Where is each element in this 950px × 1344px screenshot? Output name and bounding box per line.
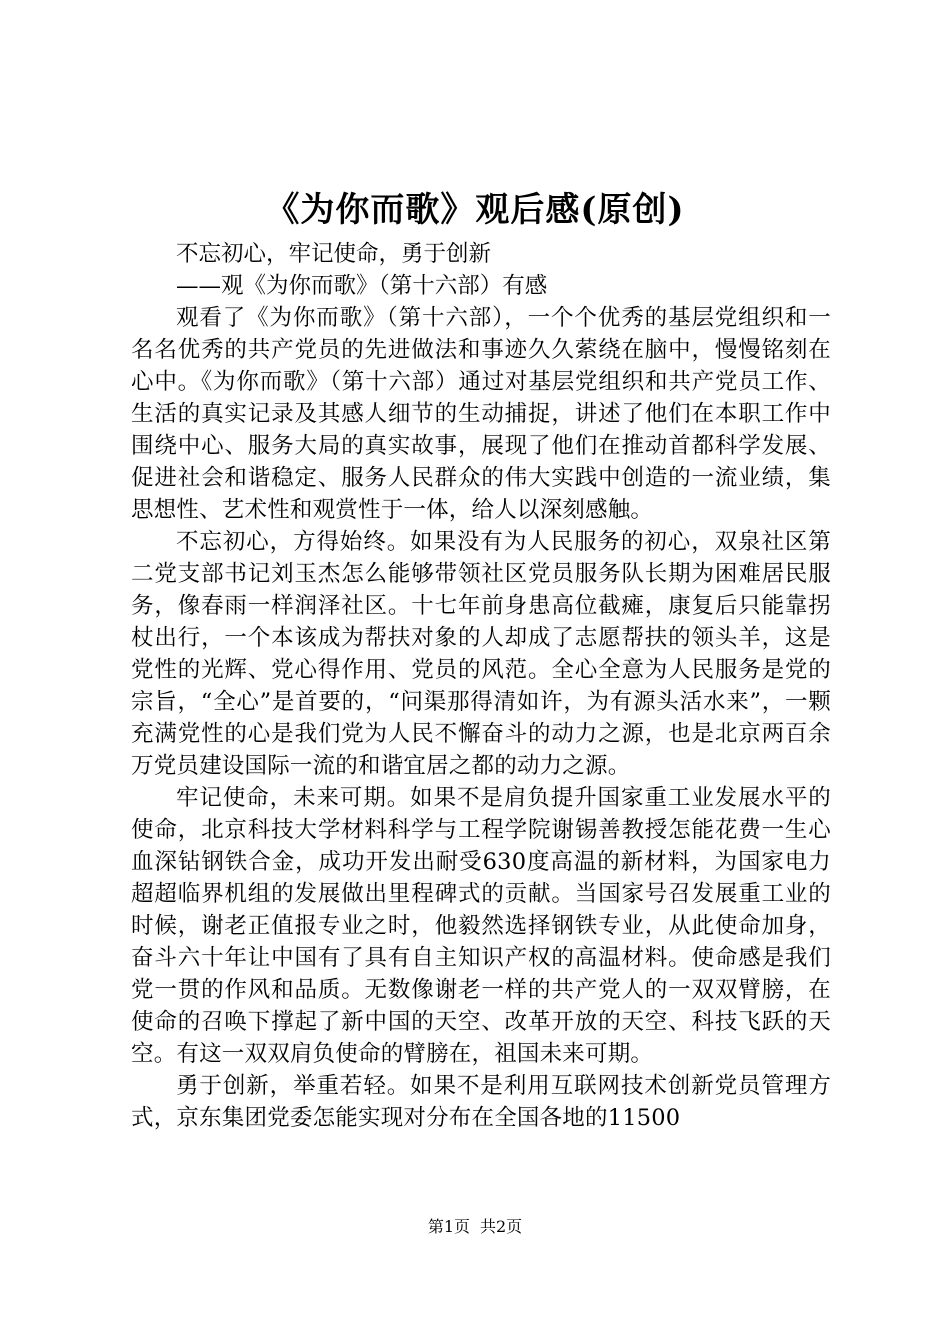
- document-title: 《为你而歌》观后感(原创): [265, 190, 685, 230]
- page-total: 共2页: [480, 1217, 523, 1236]
- paragraph-intro: 观看了《为你而歌》（第十六部），一个个优秀的基层党组织和一名名优秀的共产党员的先进做法和事迹久久萦绕在脑中，慢慢铭刻在心中。《为你而歌》（第十六部）通过对基层党组织和共产党员工作、生活的真实记录及其感人细节的生动捕捉，讲述了他们在本职工作中围绕中心、服务大局的真实故事，展现了他们在推动首都科学发展、促进社会和谐稳定、服务人民群众的伟大实践中创造的一流业绩，集思想性、艺术性和观赏性于一体，给人以深刻感触。: [131, 305, 831, 523]
- subtitle-line-2: ——观《为你而歌》（第十六部）有感: [176, 273, 548, 299]
- paragraph-original-aspiration: 不忘初心，方得始终。如果没有为人民服务的初心，双泉社区第二党支部书记刘玉杰怎么能够带领社区党员服务队长期为困难居民服务，像春雨一样润泽社区。十七年前身患高位截瘫，康复后只能靠拐杖出行，一个本该成为帮扶对象的人却成了志愿帮扶的领头羊，这是党性的光辉、党心得作用、党员的风范。全心全意为人民服务是党的宗旨，“全心”是首要的，“问渠那得清如许，为有源头活水来”，一颗充满党性的心是我们党为人民不懈奋斗的动力之源，也是北京两百余万党员建设国际一流的和谐宜居之都的动力之源。: [131, 529, 831, 779]
- paragraph-mission: 牢记使命，未来可期。如果不是肩负提升国家重工业发展水平的使命，北京科技大学材料科学与工程学院谢锡善教授怎能花费一生心血深钻钢铁合金，成功开发出耐受630度高温的新材料，为国家电力超超临界机组的发展做出里程碑式的贡献。当国家号召发展重工业的时候，谢老正值报专业之时，他毅然选择钢铁专业，从此使命加身，奋斗六十年让中国有了具有自主知识产权的高温材料。使命感是我们党一贯的作风和品质。无数像谢老一样的共产党人的一双双臂膀，在使命的召唤下撑起了新中国的天空、改革开放的天空、科技飞跃的天空。有这一双双肩负使命的臂膀在，祖国未来可期。: [131, 785, 831, 1067]
- paragraph-innovation: 勇于创新，举重若轻。如果不是利用互联网技术创新党员管理方式，京东集团党委怎能实现对分布在全国各地的11500: [131, 1073, 831, 1131]
- subtitle-line-1: 不忘初心，牢记使命，勇于创新: [176, 241, 492, 267]
- page-number: 第1页: [427, 1217, 470, 1236]
- document-body: [131, 238, 831, 1134]
- page-footer: [0, 1215, 950, 1239]
